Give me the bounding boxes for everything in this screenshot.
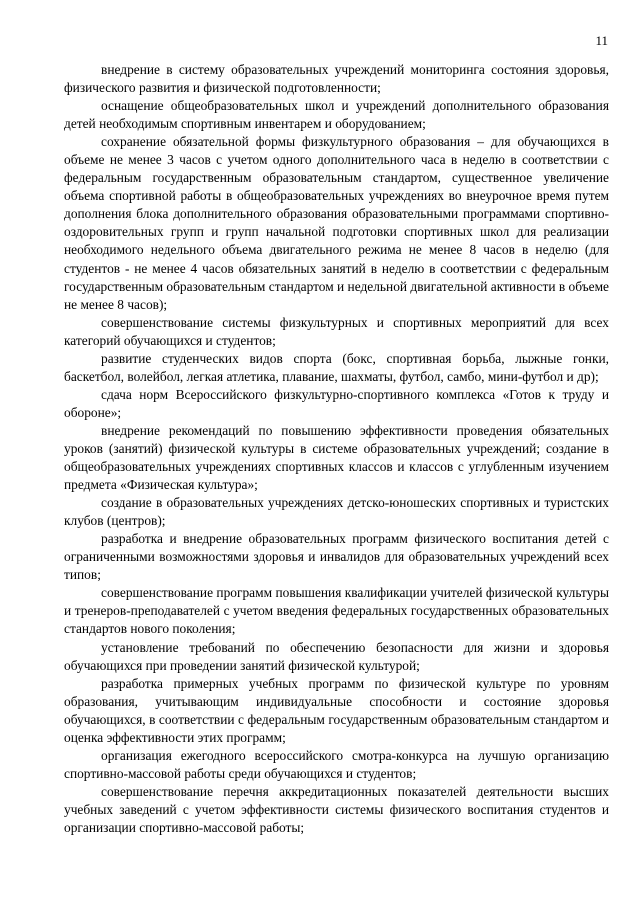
paragraph: разработка примерных учебных программ по физической культуре по уровням образования, учитывающим индивидуальные способности и состояние здоровья обучающихся, в соответствии с федеральным государственным образовательным стандартом и оценка эффективности этих программ; xyxy=(64,675,609,745)
paragraph: сдача норм Всероссийского физкультурно-спортивного комплекса «Готов к труду и обороне»; xyxy=(64,386,609,420)
paragraph: установление требований по обеспечению безопасности для жизни и здоровья обучающихся при проведении занятий физической культурой; xyxy=(64,639,609,673)
paragraph: оснащение общеобразовательных школ и учреждений дополнительного образования детей необходимым спортивным инвентарем и оборудованием; xyxy=(64,98,609,132)
paragraph: сохранение обязательной формы физкультурного образования – для обучающихся в объеме не менее 3 часов с учетом одного дополнительного часа в неделю в соответствии с федеральным государственным образовательным стандартом, существенное увеличение объема спортивной работы в общеобразовательных учреждениях во внеурочное время путем дополнения блока дополнительного образования образовательными программами спортивно-оздоровительных групп и групп начальной подготовки спортивных школ для реализации необходимого недельного объема двигательного режима не менее 8 часов в неделю (для студентов - не менее 4 часов обязательных занятий в неделю в соответствии с федеральным государственным образовательным стандартом и недельной двигательной активности в объеме не менее 8 часов); xyxy=(64,134,609,312)
paragraph: создание в образовательных учреждениях детско-юношеских спортивных и туристских клубов (центров); xyxy=(64,495,609,529)
page-number: 11 xyxy=(595,33,608,48)
paragraph: совершенствование перечня аккредитационных показателей деятельности высших учебных заведений с учетом эффективности системы физического воспитания студентов и организации спортивно-массовой работы; xyxy=(64,783,609,835)
body-text xyxy=(64,61,609,837)
paragraph: совершенствование программ повышения квалификации учителей физической культуры и тренеров-преподавателей с учетом введения федеральных государственных образовательных стандартов нового поколения; xyxy=(64,585,609,637)
paragraph: внедрение рекомендаций по повышению эффективности проведения обязательных уроков (занятий) физической культуры в системе образовательных учреждений; создание в общеобразовательных учреждениях спортивных классов и классов с углубленным изучением предмета «Физическая культура»; xyxy=(64,422,609,493)
paragraph: внедрение в систему образовательных учреждений мониторинга состояния здоровья, физического развития и физической подготовленности; xyxy=(64,62,609,96)
paragraph: совершенствование системы физкультурных и спортивных мероприятий для всех категорий обучающихся и студентов; xyxy=(64,314,609,348)
paragraph: организация ежегодного всероссийского смотра-конкурса на лучшую организацию спортивно-массовой работы среди обучающихся и студентов; xyxy=(64,747,609,781)
paragraph: разработка и внедрение образовательных программ физического воспитания детей с ограниченными возможностями здоровья и инвалидов для образовательных учреждений всех типов; xyxy=(64,531,609,583)
paragraph: развитие студенческих видов спорта (бокс, спортивная борьба, лыжные гонки, баскетбол, волейбол, легкая атлетика, плавание, шахматы, футбол, самбо, мини-футбол и др); xyxy=(64,350,609,384)
